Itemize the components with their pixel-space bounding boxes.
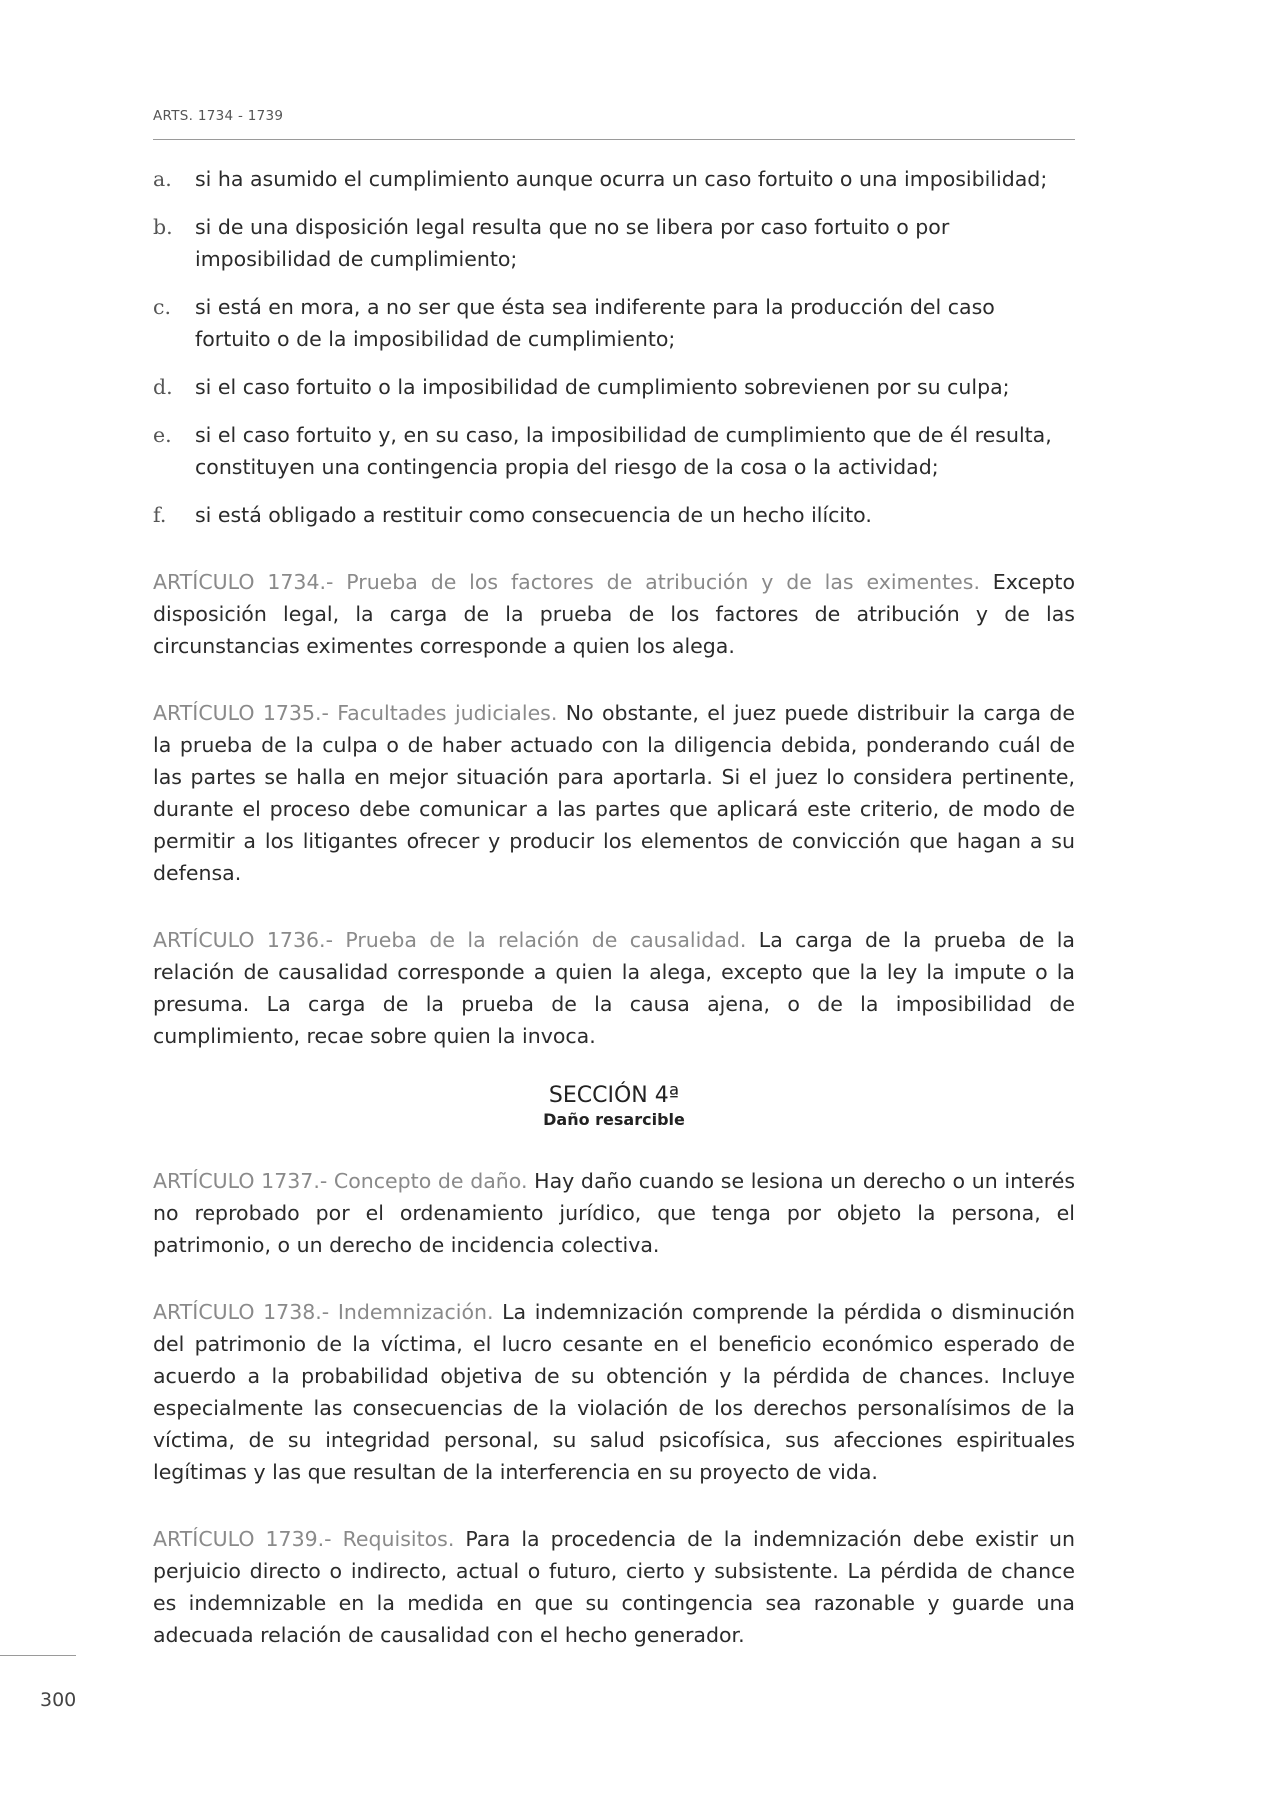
list-item	[153, 499, 1075, 531]
article-heading: ARTÍCULO 1734.- Prueba de los factores de atribución y de las eximentes.	[153, 570, 980, 594]
list-item-text: si está obligado a restituir como consecuencia de un hecho ilícito.	[195, 503, 872, 527]
article-body: La carga de la prueba de la relación de causalidad corresponde a quien la alega, excepto que la ley la impute o la presuma. La carga de la prueba de la causa ajena, o de la imposibilidad de cumplimiento, recae sobre quien la invoca.	[153, 928, 1075, 1048]
article-body: Excepto disposición legal, la carga de la prueba de los factores de atribución y de las circunstancias eximentes corresponde a quien los alega.	[153, 570, 1076, 658]
section-subtitle: Daño resarcible	[543, 1110, 685, 1129]
article-1738	[153, 1296, 1075, 1488]
article-body: Para la procedencia de la indemnización debe existir un perjuicio directo o indirecto, actual o futuro, cierto y subsistente. La pérdida de chance es indemnizable en la medida en que su contingencia sea razonable y guarde una adecuada relación de causalidad con el hecho generador.	[153, 1527, 1075, 1647]
list-item-text: si de una disposición legal resulta que no se libera por caso fortuito o por imposibilidad de cumplimiento;	[195, 215, 950, 271]
section-heading	[153, 1082, 1075, 1130]
list-item-letter: c.	[153, 295, 171, 319]
article-1735	[153, 697, 1075, 889]
list-item	[153, 163, 1075, 195]
list-item-text: si está en mora, a no ser que ésta sea indiferente para la producción del caso fortuito o de la imposibilidad de cumplimiento;	[195, 295, 995, 351]
article-heading: ARTÍCULO 1739.- Requisitos.	[153, 1527, 455, 1551]
header-rule	[153, 139, 1075, 140]
list-item-text: si el caso fortuito y, en su caso, la imposibilidad de cumplimiento que de él resulta, constituyen una contingencia propia del riesgo de la cosa o la actividad;	[195, 423, 1052, 479]
article-heading: ARTÍCULO 1737.- Concepto de daño.	[153, 1169, 528, 1193]
article-1739	[153, 1523, 1075, 1651]
list-item-letter: a.	[153, 167, 172, 191]
section-title: SECCIÓN 4ª	[548, 1083, 680, 1108]
list-item-letter: f.	[153, 503, 167, 527]
article-heading: ARTÍCULO 1735.- Facultades judiciales.	[153, 701, 558, 725]
article-body: No obstante, el juez puede distribuir la carga de la prueba de la culpa o de haber actuado con la diligencia debida, ponderando cuál de las partes se halla en mejor situación para aportarla. Si el juez lo considera pertinente, durante el proceso debe comunicar a las partes que aplicará este criterio, de modo de permitir a los litigantes ofrecer y producir los elementos de convicción que hagan a su defensa.	[153, 701, 1075, 885]
article-body: Hay daño cuando se lesiona un derecho o un interés no reprobado por el ordenamiento jurídico, que tenga por objeto la persona, el patrimonio, o un derecho de incidencia colectiva.	[153, 1169, 1075, 1257]
page-body	[153, 163, 1075, 1672]
list-item	[153, 211, 1075, 275]
list-item-text: si el caso fortuito o la imposibilidad de cumplimiento sobrevienen por su culpa;	[195, 375, 1010, 399]
article-heading: ARTÍCULO 1738.- Indemnización.	[153, 1300, 494, 1324]
list-item-letter: e.	[153, 423, 172, 447]
list-item	[153, 371, 1075, 403]
footer-rule	[0, 1655, 76, 1656]
list-item-letter: b.	[153, 215, 173, 239]
list-item	[153, 291, 1075, 355]
running-head: ARTS. 1734 - 1739	[153, 108, 284, 124]
article-body: La indemnización comprende la pérdida o disminución del patrimonio de la víctima, el lucro cesante en el beneficio económico esperado de acuerdo a la probabilidad objetiva de su obtención y la pérdida de chances. Incluye especialmente las consecuencias de la violación de los derechos personalísimos de la víctima, de su integridad personal, su salud psicofísica, sus afecciones espirituales legítimas y las que resultan de la interferencia en su proyecto de vida.	[153, 1300, 1075, 1484]
page-number: 300	[40, 1689, 77, 1711]
article-heading: ARTÍCULO 1736.- Prueba de la relación de causalidad.	[153, 928, 747, 952]
article-1734	[153, 566, 1075, 662]
list-item-letter: d.	[153, 375, 173, 399]
list-item-text: si ha asumido el cumplimiento aunque ocurra un caso fortuito o una imposibilidad;	[195, 167, 1048, 191]
article-1736	[153, 924, 1075, 1052]
article-1737	[153, 1165, 1075, 1261]
list-item	[153, 419, 1075, 483]
